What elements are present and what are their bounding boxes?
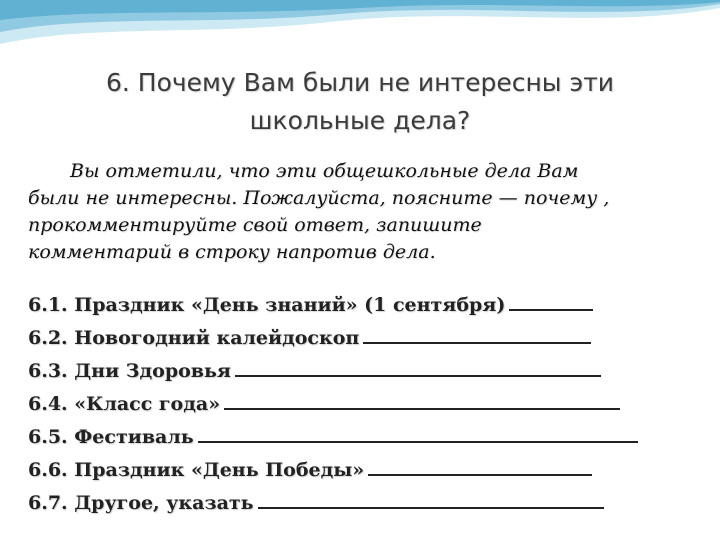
list-item xyxy=(28,422,700,455)
item-label: 6.3. Дни Здоровья xyxy=(28,360,231,382)
item-label: 6.5. Фестиваль xyxy=(28,426,194,448)
answer-line[interactable] xyxy=(363,341,591,344)
list-item xyxy=(28,455,700,488)
instruction-line: Вы отметили, что эти общешкольные дела Вам xyxy=(70,160,579,182)
answer-line[interactable] xyxy=(509,308,593,311)
item-label: 6.6. Праздник «День Победы» xyxy=(28,459,365,481)
answer-line[interactable] xyxy=(224,407,620,410)
list-item xyxy=(28,323,700,356)
list-item xyxy=(28,389,700,422)
page-title xyxy=(40,64,680,140)
item-label: 6.2. Новогодний калейдоскоп xyxy=(28,327,360,349)
answer-line[interactable] xyxy=(198,440,638,443)
instruction-line: были не интересны. Пожалуйста, поясните — почему , xyxy=(28,187,610,209)
answer-line[interactable] xyxy=(368,473,592,476)
activity-list xyxy=(28,290,700,521)
header-wave-decoration xyxy=(0,0,720,60)
list-item xyxy=(28,488,700,521)
answer-line[interactable] xyxy=(235,374,601,377)
instruction-line: комментарий в строку напротив дела. xyxy=(28,241,436,263)
list-item xyxy=(28,290,700,323)
title-line-1: 6. Почему Вам были не интересны эти xyxy=(105,68,615,97)
list-item xyxy=(28,356,700,389)
item-label: 6.4. «Класс года» xyxy=(28,393,221,415)
answer-line[interactable] xyxy=(258,506,604,509)
instruction-paragraph xyxy=(28,158,700,266)
item-label: 6.7. Другое, указать xyxy=(28,492,254,514)
item-label: 6.1. Праздник «День знаний» (1 сентября) xyxy=(28,294,506,316)
instruction-line: прокомментируйте свой ответ, запишите xyxy=(28,214,482,236)
title-line-2: школьные дела? xyxy=(249,106,471,135)
